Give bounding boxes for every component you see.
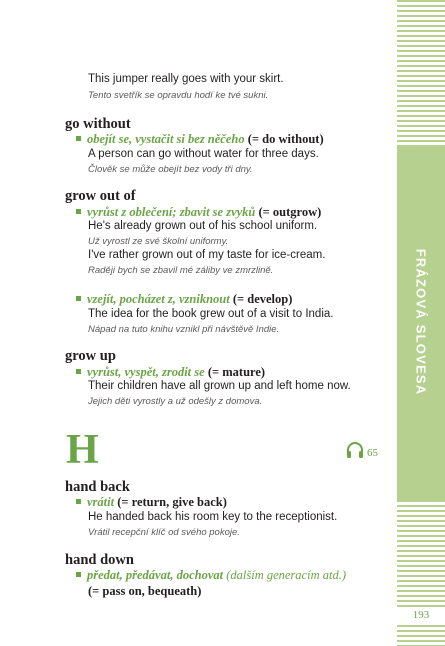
sidebar-section-title: FRÁZOVÁ SLOVESA (413, 248, 429, 396)
sidebar-stripes-top (397, 0, 445, 147)
example-cz: Vrátil recepční klíč od svého pokoje. (88, 527, 240, 538)
sense-hand-back (76, 495, 227, 510)
headword-hand-back: hand back (65, 479, 130, 495)
example-cz: Nápad na tuto knihu vznikl při návštěvě Indie. (88, 324, 280, 335)
example-en: He handed back his room key to the receptionist. (88, 511, 338, 523)
czech-translation: předat, předávat, dochovat (87, 568, 224, 582)
synonym: (= mature) (207, 365, 266, 379)
synonym: (= outgrow) (258, 205, 322, 219)
bullet-icon (76, 572, 81, 577)
audio-track-marker[interactable] (345, 440, 378, 465)
czech-translation: vrátit (87, 495, 115, 509)
synonym: (= develop) (232, 292, 293, 306)
example-cz: Jejich děti vyrostly a už odešly z domova. (88, 396, 263, 407)
sense-go-without (76, 132, 324, 147)
example-en: Their children have all grown up and left home now. (88, 380, 351, 392)
bullet-icon (76, 136, 81, 141)
headword-grow-out-of: grow out of (65, 188, 136, 204)
audio-track-number: 65 (367, 446, 378, 459)
bullet-icon (76, 209, 81, 214)
czech-translation: vzejít, pocházet z, vzniknout (87, 292, 230, 306)
usage-note: (dalším generacím atd.) (226, 568, 346, 582)
example-cz: Tento svetřík se opravdu hodí ke tvé sukni. (88, 90, 269, 101)
czech-translation: vyrůst z oblečení; zbavit se zvyků (87, 205, 256, 219)
example-cz: Člověk se může obejít bez vody tři dny. (88, 164, 253, 175)
bullet-icon (76, 499, 81, 504)
example-cz: Už vyrostl ze své školní uniformy. (88, 236, 229, 247)
example-en: A person can go without water for three days. (88, 148, 319, 160)
section-letter: H (66, 427, 99, 473)
example-cz: Raději bych se zbavil mé záliby ve zmrzlině. (88, 265, 274, 276)
headword-hand-down: hand down (65, 552, 134, 568)
headword-go-without: go without (65, 116, 131, 132)
sidebar-stripes-bottom (397, 500, 445, 646)
example-en: The idea for the book grew out of a visit to India. (88, 308, 334, 320)
example-en: This jumper really goes with your skirt. (88, 73, 284, 85)
synonym: (= return, give back) (117, 495, 227, 509)
synonym-line (88, 584, 201, 599)
czech-translation: vyrůst, vyspět, zrodit se (87, 365, 205, 379)
sense-grow-out-of-1 (76, 205, 321, 220)
headphones-icon[interactable] (345, 440, 365, 465)
example-en: He's already grown out of his school uniform. (88, 220, 318, 232)
sense-grow-up (76, 365, 265, 380)
czech-translation: obejít se, vystačit si bez něčeho (87, 132, 245, 146)
page-number: 193 (397, 607, 445, 623)
bullet-icon (76, 369, 81, 374)
section-sidebar (397, 0, 445, 646)
sense-grow-out-of-2 (76, 292, 292, 307)
example-en: I've rather grown out of my taste for ice-cream. (88, 249, 326, 261)
sense-hand-down (76, 568, 346, 583)
synonym: (= pass on, bequeath) (88, 584, 202, 598)
bullet-icon (76, 296, 81, 301)
synonym: (= do without) (247, 132, 324, 146)
headword-grow-up: grow up (65, 348, 116, 364)
